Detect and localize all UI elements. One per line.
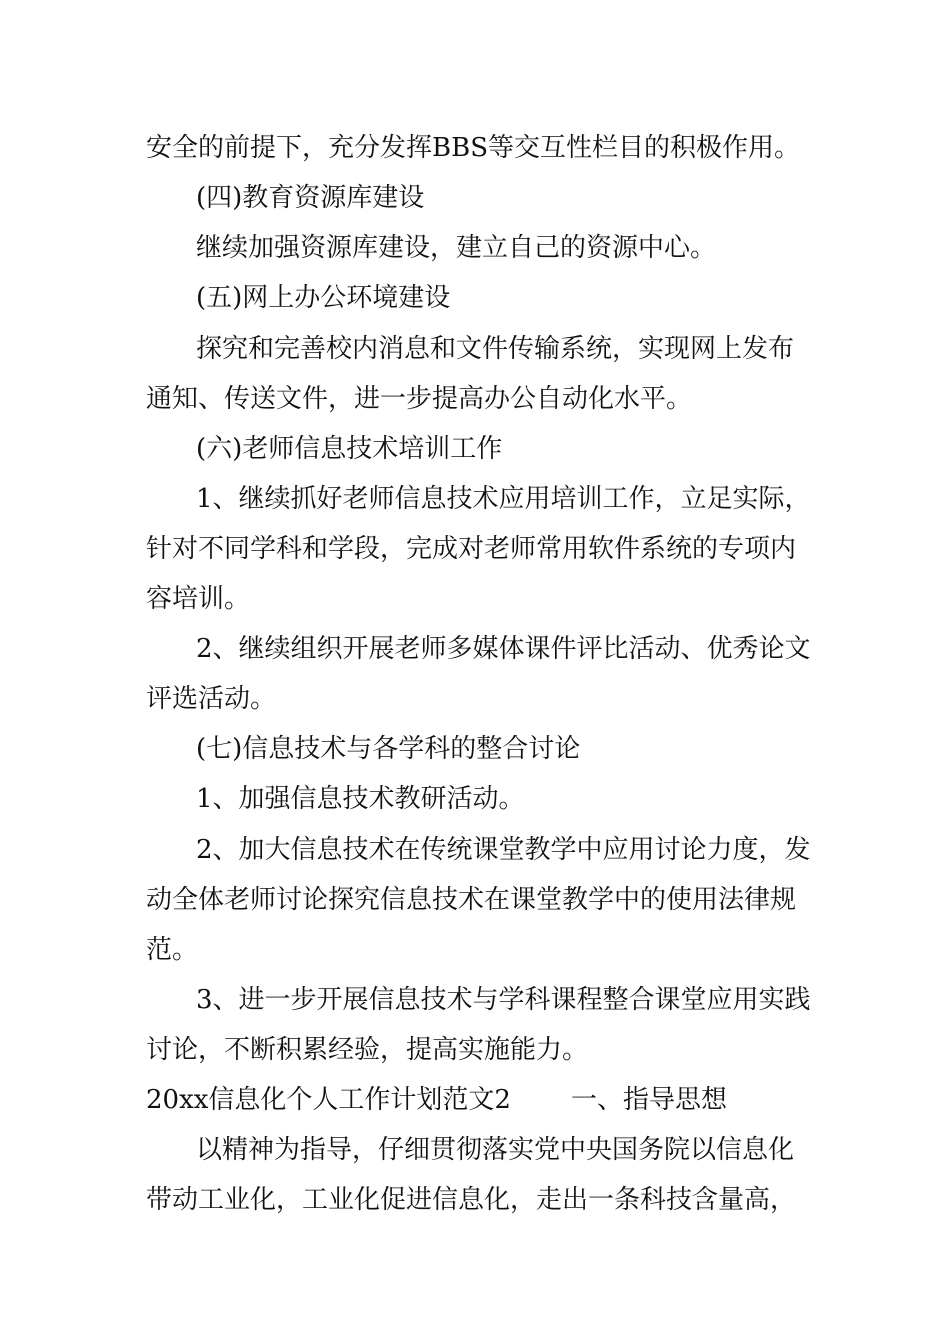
paragraph-line: 通知、传送文件，进一步提高办公自动化水平。	[146, 384, 693, 414]
document-title: 20xx信息化个人工作计划范文2	[146, 1085, 511, 1115]
section-heading: (四)教育资源库建设	[196, 183, 425, 213]
section-heading: (六)老师信息技术培训工作	[196, 434, 503, 464]
paragraph-line: 1、加强信息技术教研活动。	[196, 784, 525, 814]
section-heading: (五)网上办公环境建设	[196, 283, 451, 313]
paragraph-line: 以精神为指导，仔细贯彻落实党中央国务院以信息化	[196, 1135, 795, 1165]
paragraph-line: 讨论，不断积累经验，提高实施能力。	[146, 1035, 589, 1065]
paragraph-line: 评选活动。	[146, 684, 277, 714]
document-heading-line	[146, 1085, 727, 1115]
section-heading: (七)信息技术与各学科的整合讨论	[196, 734, 581, 764]
paragraph-line: 探究和完善校内消息和文件传输系统，实现网上发布	[196, 334, 795, 364]
paragraph-line: 2、加大信息技术在传统课堂教学中应用讨论力度，发	[196, 835, 811, 865]
paragraph-line: 2、继续组织开展老师多媒体课件评比活动、优秀论文	[196, 634, 811, 664]
paragraph-line: 1、继续抓好老师信息技术应用培训工作，立足实际，	[196, 484, 811, 514]
paragraph-line: 继续加强资源库建设，建立自己的资源中心。	[196, 233, 717, 263]
paragraph-line: 范。	[146, 935, 199, 965]
paragraph-line: 动全体老师讨论探究信息技术在课堂教学中的使用法律规	[146, 885, 797, 915]
paragraph-line: 带动工业化，工业化促进信息化，走出一条科技含量高，	[146, 1185, 797, 1215]
paragraph-line: 安全的前提下，充分发挥BBS等交互性栏目的积极作用。	[146, 133, 801, 163]
paragraph-line: 3、进一步开展信息技术与学科课程整合课堂应用实践	[196, 985, 811, 1015]
paragraph-line: 容培训。	[146, 584, 251, 614]
paragraph-line: 针对不同学科和学段，完成对老师常用软件系统的专项内	[146, 534, 797, 564]
section-heading: 一、指导思想	[570, 1085, 727, 1115]
